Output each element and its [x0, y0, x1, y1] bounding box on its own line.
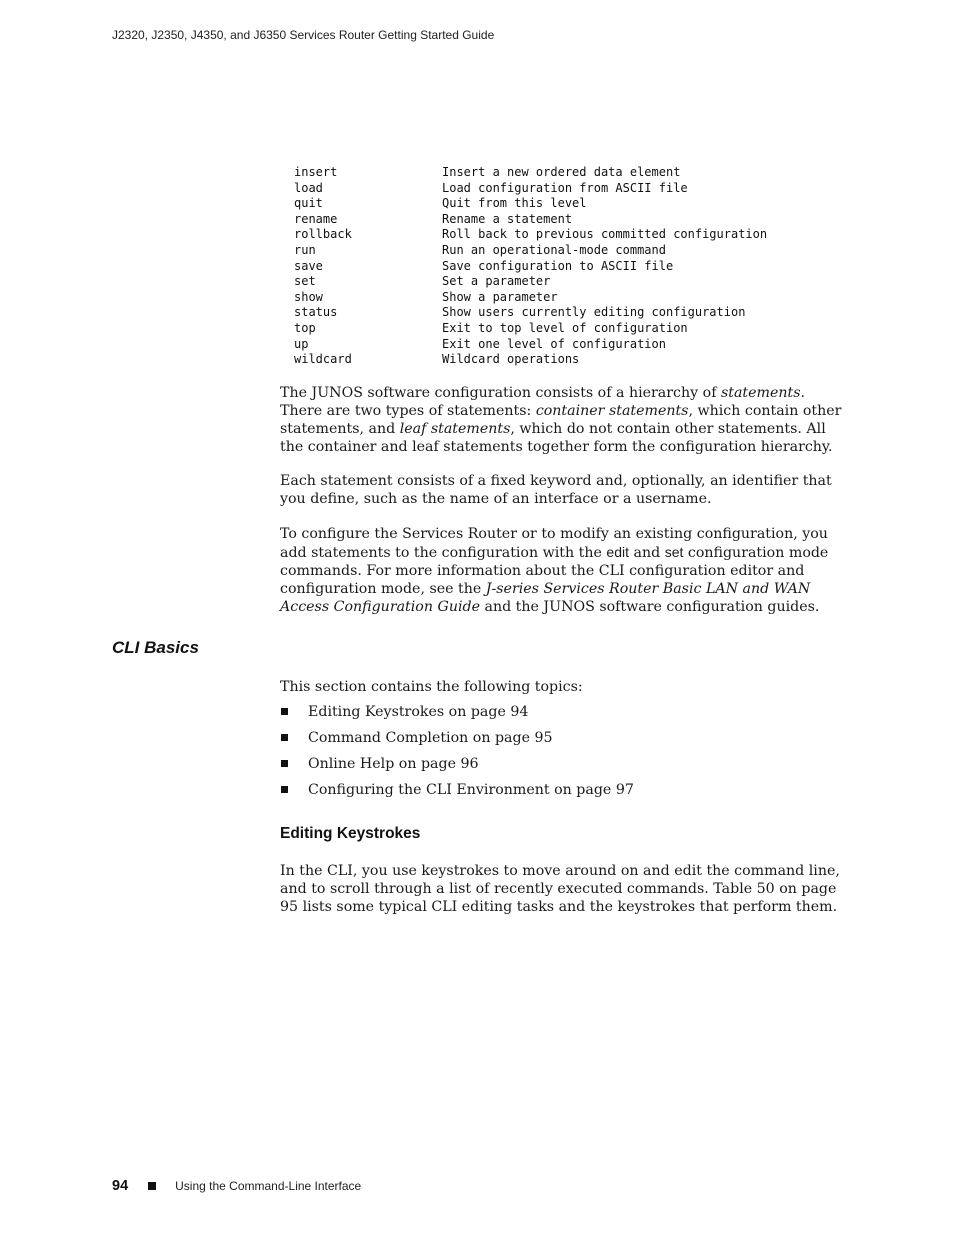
- command-description: Exit to top level of configuration: [442, 320, 688, 335]
- bullet-icon: [281, 734, 288, 741]
- running-header: J2320, J2350, J4350, and J6350 Services Router Getting Started Guide: [112, 28, 495, 42]
- command-row: [294, 274, 854, 290]
- command-description: Run an operational-mode command: [442, 242, 666, 257]
- subsection-heading: Editing Keystrokes: [280, 825, 421, 842]
- command-row: [294, 305, 854, 321]
- topic-link-text: Command Completion on page 95: [308, 730, 553, 746]
- command-description: Quit from this level: [442, 196, 587, 211]
- command-name: quit: [294, 196, 323, 211]
- topic-link-text: Configuring the CLI Environment on page 97: [308, 782, 634, 798]
- command-name: set: [294, 274, 316, 289]
- bullet-icon: [281, 786, 288, 793]
- text-run: and: [628, 545, 665, 561]
- command-description: Wildcard operations: [442, 352, 580, 367]
- command-row: [294, 196, 854, 212]
- text-run: , which do not contain other statements. All the container and leaf statements together form the configuration hierarchy.: [280, 421, 833, 455]
- command-description: Roll back to previous committed configuration: [442, 227, 768, 242]
- bullet-icon: [281, 708, 288, 715]
- command-name: wildcard: [294, 352, 352, 367]
- command-name: status: [294, 305, 338, 320]
- command-name: save: [294, 258, 323, 273]
- chapter-title: Using the Command-Line Interface: [175, 1179, 362, 1193]
- command-description: Set a parameter: [442, 274, 551, 289]
- command-description: Show a parameter: [442, 289, 558, 304]
- command-row: [294, 352, 854, 368]
- keyword-set: set: [664, 544, 684, 560]
- statements-paragraph: [280, 384, 846, 456]
- command-row: [294, 321, 854, 337]
- topic-link-text: Online Help on page 96: [308, 756, 479, 772]
- command-name: run: [294, 242, 316, 257]
- footer-separator-icon: [148, 1182, 156, 1190]
- command-description: Load configuration from ASCII file: [442, 180, 688, 195]
- statement-structure-paragraph: Each statement consists of a fixed keyword and, optionally, an identifier that you define, such as the name of an interface or a username.: [280, 473, 832, 507]
- list-item: [280, 755, 840, 781]
- command-row: [294, 212, 854, 228]
- emphasis-leaf-statements: leaf statements: [399, 421, 511, 437]
- command-list: [294, 165, 854, 368]
- list-item: [280, 729, 840, 755]
- command-row: [294, 227, 854, 243]
- command-row: [294, 337, 854, 353]
- text-run: , which contain other statements, and: [280, 403, 842, 437]
- configure-paragraph: [280, 525, 846, 616]
- command-name: up: [294, 336, 309, 351]
- command-row: [294, 243, 854, 259]
- section-heading: CLI Basics: [112, 638, 199, 657]
- list-item: [280, 703, 840, 729]
- keyword-edit: edit: [606, 544, 629, 560]
- text-run: The JUNOS software configuration consists of a hierarchy of: [280, 385, 721, 401]
- topic-list: [280, 703, 840, 807]
- page-number: 94: [112, 1178, 129, 1194]
- emphasis-container-statements: container statements: [535, 403, 689, 419]
- command-description: Show users currently editing configuration: [442, 305, 746, 320]
- topic-link-text: Editing Keystrokes on page 94: [308, 704, 529, 720]
- command-description: Rename a statement: [442, 211, 573, 226]
- command-description: Insert a new ordered data element: [442, 165, 681, 179]
- command-description: Exit one level of configuration: [442, 336, 666, 351]
- command-description: Save configuration to ASCII file: [442, 258, 674, 273]
- page-footer: [112, 1178, 361, 1194]
- bullet-icon: [281, 760, 288, 767]
- text-run: and the JUNOS software configuration guides.: [479, 599, 820, 615]
- text-run: . There are two types of statements:: [280, 385, 805, 419]
- command-row: [294, 259, 854, 275]
- text-run: To configure the Services Router or to modify an existing configuration, you add statements to the configuration with the: [280, 526, 828, 561]
- section-intro: This section contains the following topics:: [280, 679, 583, 695]
- command-name: show: [294, 289, 323, 304]
- command-name: top: [294, 320, 316, 335]
- editing-keystrokes-paragraph: In the CLI, you use keystrokes to move around on and edit the command line, and to scroll through a list of recently executed commands. Table 50 on page 95 lists some typical CLI editing tasks and the keystrokes that perform them.: [280, 863, 840, 915]
- command-name: insert: [294, 165, 338, 179]
- command-row: [294, 290, 854, 306]
- command-row: [294, 165, 854, 181]
- command-name: load: [294, 180, 323, 195]
- guide-title: J-series Services Router Basic LAN and WAN Access Configuration Guide: [280, 581, 811, 615]
- command-name: rename: [294, 211, 338, 226]
- emphasis-statements: statements: [720, 385, 801, 401]
- text-run: configuration mode commands. For more information about the CLI configuration editor and configuration mode, see the: [280, 545, 829, 597]
- command-row: [294, 181, 854, 197]
- list-item: [280, 781, 840, 807]
- command-name: rollback: [294, 227, 352, 242]
